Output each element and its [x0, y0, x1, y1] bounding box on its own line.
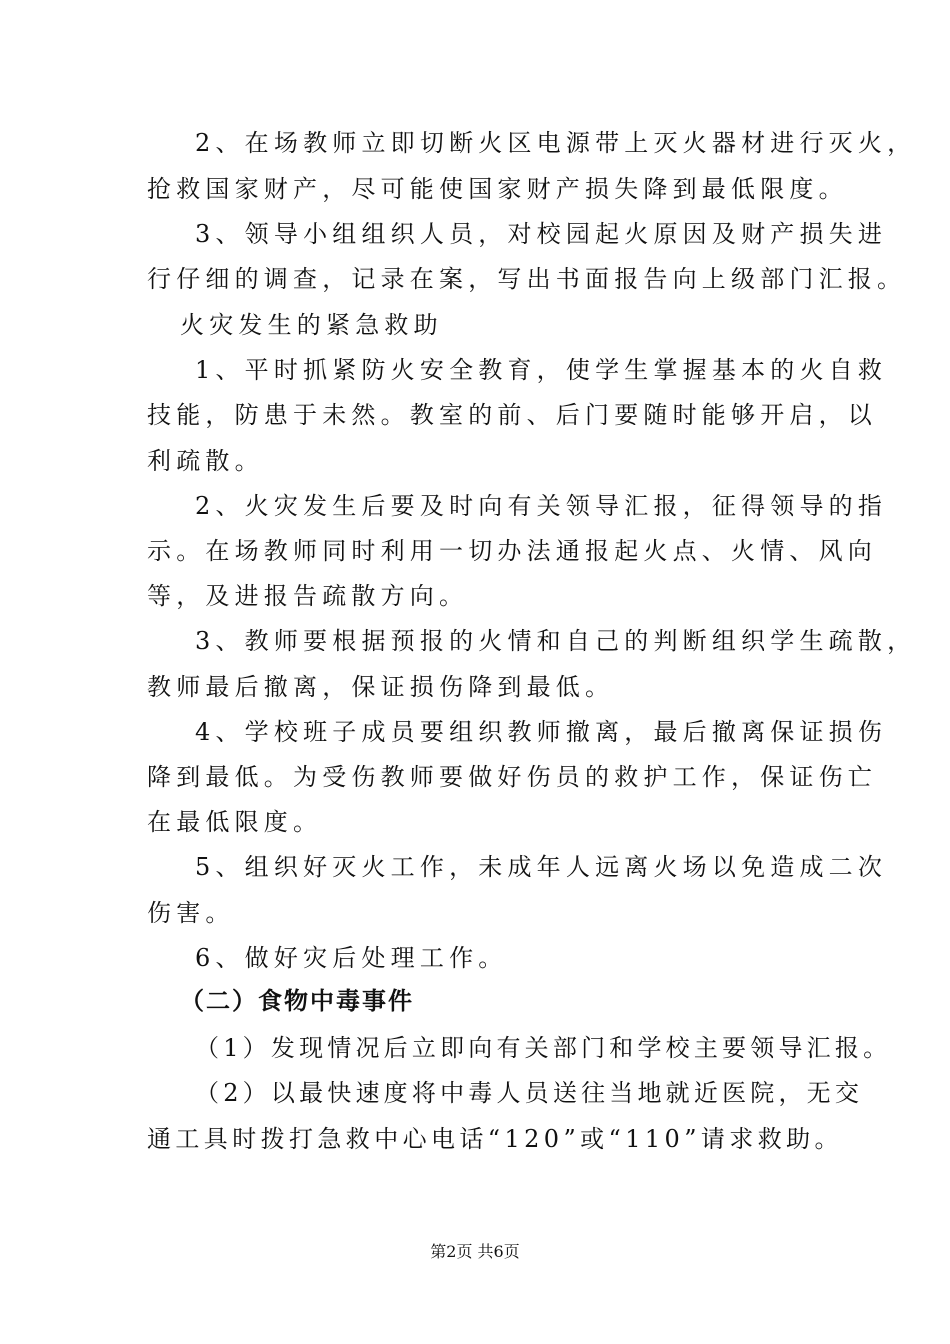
paragraph-line: 2、火灾发生后要及时向有关领导汇报，征得领导的指: [195, 492, 888, 520]
paragraph-line: 等，及进报告疏散方向。: [147, 582, 469, 610]
paragraph-line: 通工具时拨打急救中心电话“120”或“110”请求救助。: [147, 1125, 843, 1153]
section-subtitle: 火灾发生的紧急救助: [180, 311, 443, 339]
paragraph-line: 利疏散。: [147, 447, 264, 475]
paragraph-line: 技能，防患于未然。教室的前、后门要随时能够开启，以: [147, 401, 877, 429]
paragraph-line: 3、领导小组组织人员，对校园起火原因及财产损失进: [195, 220, 888, 248]
paragraph-line: 5、组织好灭火工作，未成年人远离火场以免造成二次: [195, 853, 888, 881]
paragraph-line: 伤害。: [147, 899, 235, 927]
paragraph-line: 1、平时抓紧防火安全教育，使学生掌握基本的火自救: [195, 356, 888, 384]
paragraph-line: 4、学校班子成员要组织教师撤离，最后撤离保证损伤: [195, 718, 888, 746]
paragraph-line: 2、在场教师立即切断火区电源带上灭火器材进行灭火，: [195, 129, 917, 157]
paragraph-line: 行仔细的调查，记录在案，写出书面报告向上级部门汇报。: [147, 265, 907, 293]
section-heading: （二）食物中毒事件: [180, 987, 414, 1015]
paragraph-line: （2）以最快速度将中毒人员送往当地就近医院，无交: [195, 1079, 864, 1107]
paragraph-line: （1）发现情况后立即向有关部门和学校主要领导汇报。: [195, 1034, 892, 1062]
paragraph-line: 抢救国家财产，尽可能使国家财产损失降到最低限度。: [147, 175, 848, 203]
paragraph-line: 6、做好灾后处理工作。: [195, 944, 508, 972]
page-number-footer: 第2页 共6页: [430, 1242, 520, 1261]
paragraph-line: 降到最低。为受伤教师要做好伤员的救护工作，保证伤亡: [147, 763, 877, 791]
paragraph-line: 教师最后撤离，保证损伤降到最低。: [147, 673, 615, 701]
paragraph-line: 3、教师要根据预报的火情和自己的判断组织学生疏散，: [195, 627, 917, 655]
paragraph-line: 在最低限度。: [147, 808, 323, 836]
paragraph-line: 示。在场教师同时利用一切办法通报起火点、火情、风向: [147, 537, 877, 565]
